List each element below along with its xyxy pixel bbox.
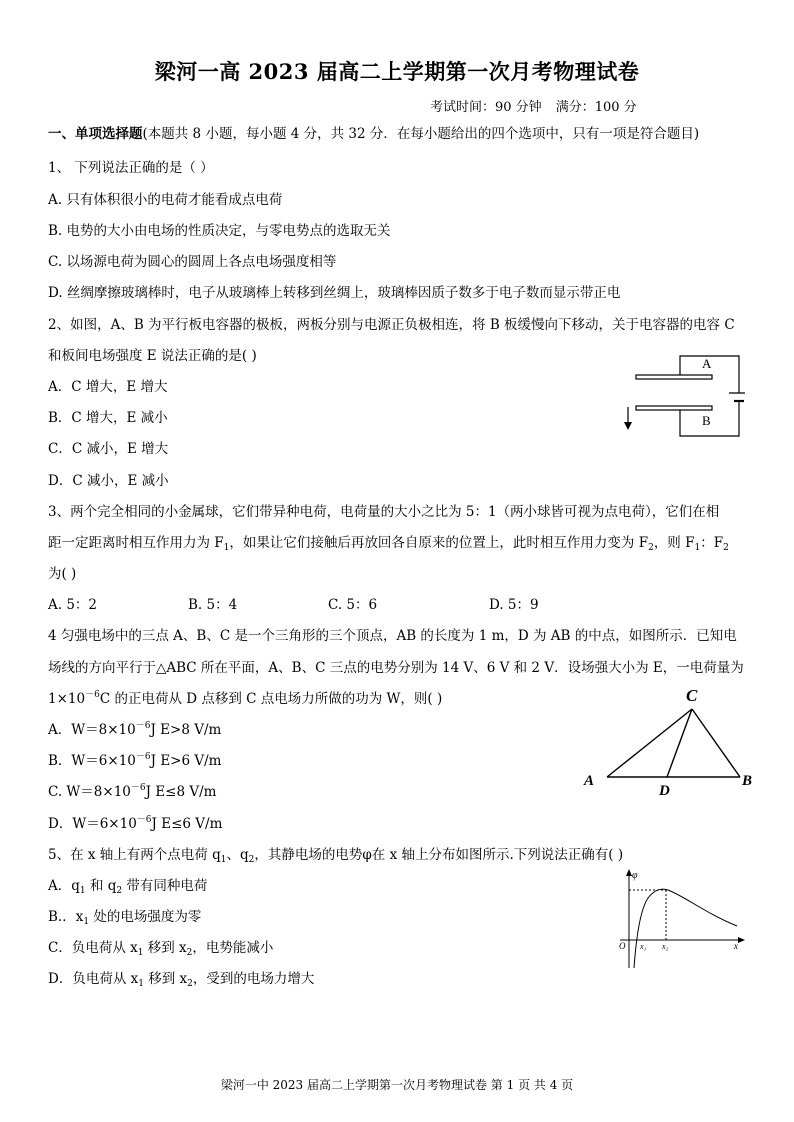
x2-label: x₂ [662, 942, 669, 951]
q4-d-pre: D．W＝6×10 [48, 816, 137, 832]
q4-c-post: J E≤8 V/m [145, 784, 217, 800]
q5-sub-1: 1 [220, 855, 227, 865]
q5-a-sub1: 1 [79, 886, 86, 896]
triangle-figure [580, 680, 760, 800]
q4-b-post: J E>6 V/m [150, 753, 222, 769]
q3-text-a: 距一定距离时相互作用力为 F [48, 535, 224, 551]
q4-option-a [48, 718, 221, 738]
q3-stem-line1: 3、两个完全相同的小金属球，它们带异种电荷，电荷量的大小之比为 5：1（两小球皆可视为点电荷），它们在相 [48, 504, 720, 520]
q4-d-sup: －6 [136, 815, 152, 825]
q5-c-pre: C．负电荷从 x [48, 940, 138, 956]
q5-a-pre: A．q [48, 878, 80, 894]
q2-stem-line1: 2、如图，A、B 为平行板电容器的极板，两板分别与电源正负极相连，将 B 板缓慢向下移动，关于电容器的电容 C [48, 317, 735, 333]
q5-text-b: 、q [226, 847, 249, 863]
q3-text-b: ，如果让它们接触后再放回各自原来的位置上，此时相互作用力变为 F [229, 535, 649, 551]
q2-option-a: A．C 增大，E 增大 [48, 379, 168, 395]
q5-text-c: ，其静电场的电势φ在 x 轴上分布如图所示.下列说法正确有( ) [254, 847, 624, 863]
q1-option-c: C. 以场源电荷为圆心的圆周上各点电场强度相等 [48, 254, 337, 270]
q5-b-post: 处的电场强度为零 [89, 909, 202, 925]
exam-score: 满分：100 分 [555, 100, 637, 115]
page-title: 梁河一高 2023 届高二上学期第一次月考物理试卷 [154, 59, 640, 84]
q5-a-mid: 和 q [85, 878, 117, 894]
sup-exp: －6 [85, 690, 100, 700]
q5-b-pre: B.．x [48, 909, 84, 925]
q5-c-mid: 移到 x [143, 940, 187, 956]
q5-d-sub1: 1 [138, 979, 144, 989]
q5-a-post: 带有同种电荷 [122, 878, 208, 894]
q5-text-a: 5、在 x 轴上有两个点电荷 q [48, 847, 221, 863]
exam-time: 考试时间：90 分钟 [430, 100, 542, 115]
plate-a [636, 375, 712, 379]
q4-c-sup: －6 [130, 783, 146, 793]
potential-graph [612, 868, 747, 970]
page-footer: 梁河一中 2023 届高二上学期第一次月考物理试卷 第 1 页 共 4 页 [220, 1078, 574, 1092]
vertex-b-label: B [742, 773, 753, 789]
midpoint-d-label: D [659, 783, 670, 799]
q2-option-b: B．C 增大，E 减小 [48, 410, 168, 426]
vertex-c-label: C [686, 686, 698, 705]
label-plate-a: A [702, 356, 712, 371]
q4-text-b: C 的正电荷从 D 点移到 C 点电场力所做的功为 W，则( ) [99, 691, 443, 707]
down-arrow-icon [624, 422, 632, 430]
sub-4: 2 [723, 543, 729, 553]
side-bc [692, 709, 740, 777]
q4-option-c [48, 780, 216, 800]
q4-stem-line1: 4 匀强电场中的三点 A、B、C 是一个三角形的三个顶点，AB 的长度为 1 m，D 为 AB 的中点，如图所示．已知电 [48, 628, 737, 644]
q2-option-d: D．C 减小，E 减小 [48, 473, 169, 489]
q5-b-sub: 1 [83, 917, 90, 927]
label-plate-b: B [702, 413, 711, 428]
q4-c-pre: C. W＝8×10 [48, 784, 131, 800]
sub-1: 1 [223, 543, 230, 553]
q5-d-post: ，受到的电场力增大 [192, 971, 315, 987]
q4-b-sup: －6 [135, 752, 151, 762]
x1-label: x₁ [640, 942, 647, 951]
q5-d-sub2: 2 [187, 979, 193, 989]
q4-a-pre: A．W＝8×10 [48, 722, 136, 738]
q1-option-b: B. 电势的大小由电场的性质决定，与零电势点的选取无关 [48, 223, 391, 239]
q4-b-pre: B．W＝6×10 [48, 753, 136, 769]
q5-d-mid: 移到 x [143, 971, 188, 987]
q4-a-sup: －6 [135, 721, 151, 731]
q3-option-d: D. 5：9 [489, 597, 539, 613]
q3-text-c: ，则 F [653, 535, 695, 551]
potential-curve [634, 889, 737, 968]
q2-option-c: C．C 减小，E 增大 [48, 441, 169, 457]
section-heading [48, 122, 699, 142]
plate-b [636, 406, 712, 410]
q3-stem-line3: 为( ) [48, 566, 77, 582]
q3-stem-line2 [48, 531, 729, 553]
q5-c-post: ，电势能减小 [192, 940, 274, 956]
q4-text-a: 1×10 [48, 691, 86, 707]
q3-option-c: C. 5：6 [328, 597, 378, 613]
q3-option-b: B. 5：4 [188, 597, 238, 613]
q5-option-c [48, 936, 273, 958]
q2-stem-line2: 和板间电场强度 E 说法正确的是( ) [48, 348, 257, 364]
q4-a-post: J E>8 V/m [150, 722, 222, 738]
phi-label: φ [632, 870, 638, 881]
q5-a-sub2: 2 [116, 886, 123, 896]
q4-d-post: J E≤6 V/m [151, 816, 223, 832]
origin-label: O [619, 941, 626, 951]
section-desc: (本题共 8 小题，每小题 4 分，共 32 分．在每小题给出的四个选项中，只有一项是符合题目) [142, 126, 700, 142]
q4-stem-line3 [48, 687, 442, 707]
q5-option-b [48, 905, 201, 927]
q4-option-b [48, 749, 221, 769]
section-title: 一、单项选择题 [48, 126, 143, 142]
q1-stem: 1、 下列说法正确的是（ ） [48, 160, 214, 176]
vertex-a-label: A [584, 773, 595, 789]
q4-option-d [48, 812, 222, 832]
x-axis-arrow-icon [738, 937, 745, 943]
q3-text-d: ：F [700, 535, 724, 551]
q5-stem [48, 843, 623, 865]
capacitor-figure [615, 352, 745, 442]
q1-option-d: D. 丝绸摩擦玻璃棒时，电子从玻璃棒上转移到丝绸上，玻璃棒因质子数多于电子数而显示带正电 [48, 285, 621, 301]
q4-stem-line2: 场线的方向平行于△ABC 所在平面，A、B、C 三点的电势分别为 14 V、6 V 和 2 V．设场强大小为 E，一电荷量为 [48, 660, 744, 676]
q5-d-pre: D．负电荷从 x [48, 971, 139, 987]
q5-option-d [48, 967, 314, 989]
q5-option-a [48, 874, 207, 896]
q5-sub-2: 2 [248, 855, 255, 865]
exam-meta [430, 96, 651, 115]
q1-option-a: A. 只有体积很小的电荷才能看成点电荷 [48, 192, 283, 208]
sub-3: 1 [694, 543, 701, 553]
x-label: x [734, 941, 738, 951]
q5-c-sub1: 1 [137, 948, 144, 958]
q3-option-a: A. 5：2 [48, 597, 98, 613]
sub-2: 2 [648, 543, 654, 553]
q5-c-sub2: 2 [186, 948, 193, 958]
